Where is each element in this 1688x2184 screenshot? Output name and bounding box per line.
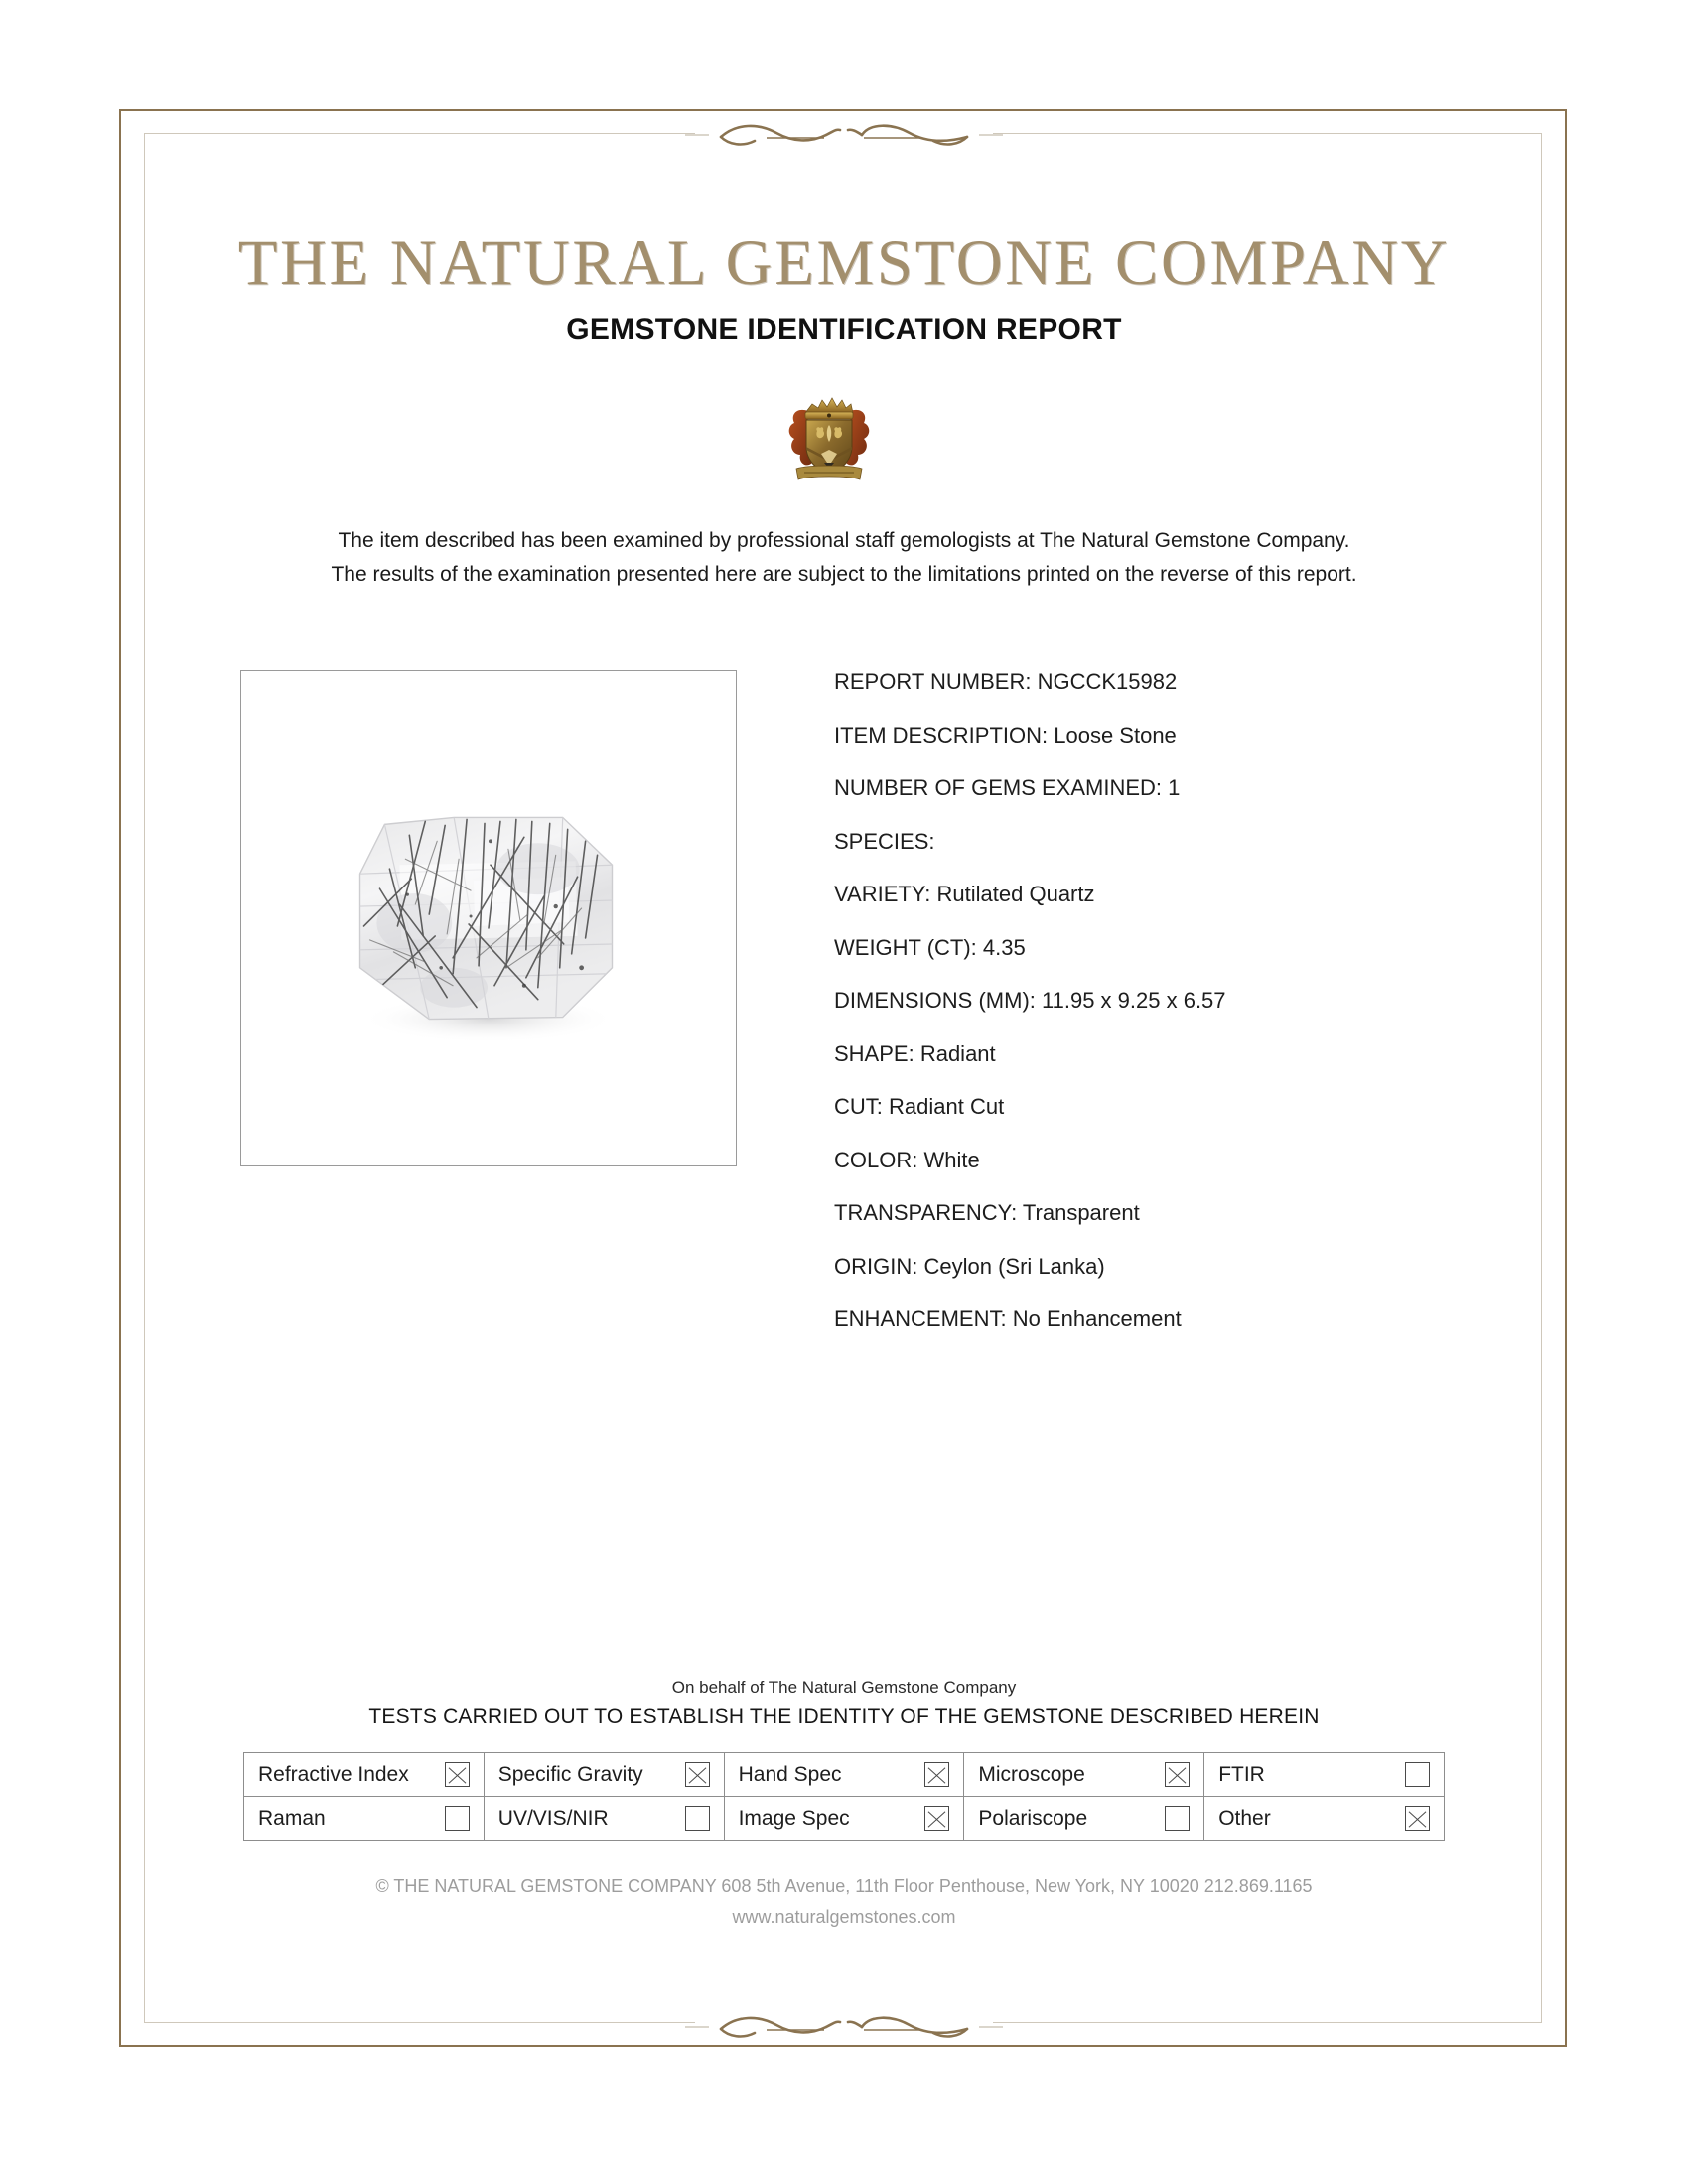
spec-label: SHAPE: (834, 1040, 914, 1066)
scroll-flourish-ornament-bottom (685, 2003, 1003, 2049)
page-title: THE NATURAL GEMSTONE COMPANY (237, 227, 1451, 299)
spec-row-weight (834, 933, 1450, 987)
spec-row-item-description (834, 721, 1450, 774)
test-label: Raman (258, 1806, 326, 1830)
gemstone-image (240, 670, 737, 1166)
test-cell-ftir[interactable] (1204, 1753, 1445, 1797)
scroll-flourish-ornament-top (685, 111, 1003, 157)
test-cell-image-spec[interactable] (724, 1797, 964, 1841)
spec-label: TRANSPARENCY: (834, 1200, 1018, 1225)
spec-value: 11.95 x 9.25 x 6.57 (1042, 988, 1226, 1013)
tests-table (243, 1752, 1445, 1841)
footer (0, 1871, 1688, 1933)
specifications-list (834, 667, 1450, 1358)
spec-label: ITEM DESCRIPTION: (834, 722, 1049, 748)
spec-value: 1 (1168, 775, 1181, 800)
spec-label: SPECIES: (834, 828, 935, 854)
test-label: FTIR (1218, 1762, 1265, 1786)
spec-label: NUMBER OF GEMS EXAMINED: (834, 775, 1163, 800)
spec-label: REPORT NUMBER: (834, 669, 1032, 694)
test-cell-other[interactable] (1204, 1797, 1445, 1841)
report-subtitle: GEMSTONE IDENTIFICATION REPORT (566, 313, 1122, 345)
checkbox-ftir[interactable] (1405, 1762, 1430, 1787)
test-label: Other (1218, 1806, 1271, 1830)
checkbox-image-spec[interactable] (924, 1806, 949, 1831)
footer-address-line: © THE NATURAL GEMSTONE COMPANY 608 5th Avenue, 11th Floor Penthouse, New York, NY 10020 212.869.1165 (375, 1876, 1313, 1896)
spec-row-report-number (834, 667, 1450, 721)
checkbox-microscope[interactable] (1165, 1762, 1190, 1787)
checkbox-specific-gravity[interactable] (685, 1762, 710, 1787)
gemstone-illustration (241, 671, 736, 1165)
spec-row-variety (834, 880, 1450, 933)
test-cell-hand-spec[interactable] (724, 1753, 964, 1797)
spec-label: DIMENSIONS (MM): (834, 988, 1036, 1013)
spec-label: WEIGHT (CT): (834, 934, 977, 960)
table-row (244, 1753, 1445, 1797)
test-label: Specific Gravity (497, 1762, 643, 1786)
spec-value: Ceylon (Sri Lanka) (923, 1253, 1105, 1279)
table-row (244, 1797, 1445, 1841)
test-cell-uv-vis-nir[interactable] (484, 1797, 724, 1841)
checkbox-hand-spec[interactable] (924, 1762, 949, 1787)
spec-label: ENHANCEMENT: (834, 1306, 1007, 1331)
spec-value: Radiant (919, 1040, 996, 1066)
test-cell-polariscope[interactable] (964, 1797, 1204, 1841)
checkbox-polariscope[interactable] (1165, 1806, 1190, 1831)
test-cell-microscope[interactable] (964, 1753, 1204, 1797)
intro-line-1: The item described has been examined by professional staff gemologists at The Natural Gemstone Company. (338, 529, 1350, 552)
spec-label: COLOR: (834, 1147, 918, 1172)
test-label: Refractive Index (258, 1762, 409, 1786)
spec-row-cut (834, 1092, 1450, 1146)
test-label: Image Spec (738, 1806, 850, 1830)
spec-value: NGCCK15982 (1037, 669, 1178, 694)
spec-value: Transparent (1022, 1200, 1140, 1225)
on-behalf-text: On behalf of The Natural Gemstone Company (671, 1678, 1017, 1697)
intro-paragraph (0, 524, 1688, 592)
spec-value: White (923, 1147, 980, 1172)
intro-line-2: The results of the examination presented here are subject to the limitations printed on the reverse of this report. (331, 563, 1357, 586)
spec-label: ORIGIN: (834, 1253, 918, 1279)
spec-value: No Enhancement (1012, 1306, 1182, 1331)
spec-label: CUT: (834, 1094, 883, 1119)
spec-row-species (834, 827, 1450, 881)
checkbox-uv-vis-nir[interactable] (685, 1806, 710, 1831)
test-cell-refractive-index[interactable] (244, 1753, 485, 1797)
test-cell-specific-gravity[interactable] (484, 1753, 724, 1797)
spec-row-enhancement (834, 1304, 1450, 1358)
spec-value: Rutilated Quartz (936, 882, 1095, 906)
test-label: Microscope (978, 1762, 1085, 1786)
footer-website-link[interactable]: www.naturalgemstones.com (732, 1907, 956, 1927)
spec-row-number-of-gems (834, 773, 1450, 827)
heraldic-crest-icon (774, 387, 884, 486)
test-label: Hand Spec (738, 1762, 842, 1786)
spec-row-shape (834, 1039, 1450, 1093)
spec-row-origin (834, 1252, 1450, 1305)
spec-value: 4.35 (982, 934, 1026, 960)
spec-label: VARIETY: (834, 882, 931, 906)
checkbox-other[interactable] (1405, 1806, 1430, 1831)
spec-row-color (834, 1146, 1450, 1199)
checkbox-raman[interactable] (445, 1806, 470, 1831)
test-label: UV/VIS/NIR (497, 1806, 609, 1830)
spec-row-dimensions (834, 986, 1450, 1039)
spec-value: Loose Stone (1054, 722, 1177, 748)
checkbox-refractive-index[interactable] (445, 1762, 470, 1787)
tests-heading: TESTS CARRIED OUT TO ESTABLISH THE IDENTITY OF THE GEMSTONE DESCRIBED HEREIN (368, 1706, 1320, 1728)
test-cell-raman[interactable] (244, 1797, 485, 1841)
test-label: Polariscope (978, 1806, 1088, 1830)
spec-row-transparency (834, 1198, 1450, 1252)
spec-value: Radiant Cut (889, 1094, 1005, 1119)
